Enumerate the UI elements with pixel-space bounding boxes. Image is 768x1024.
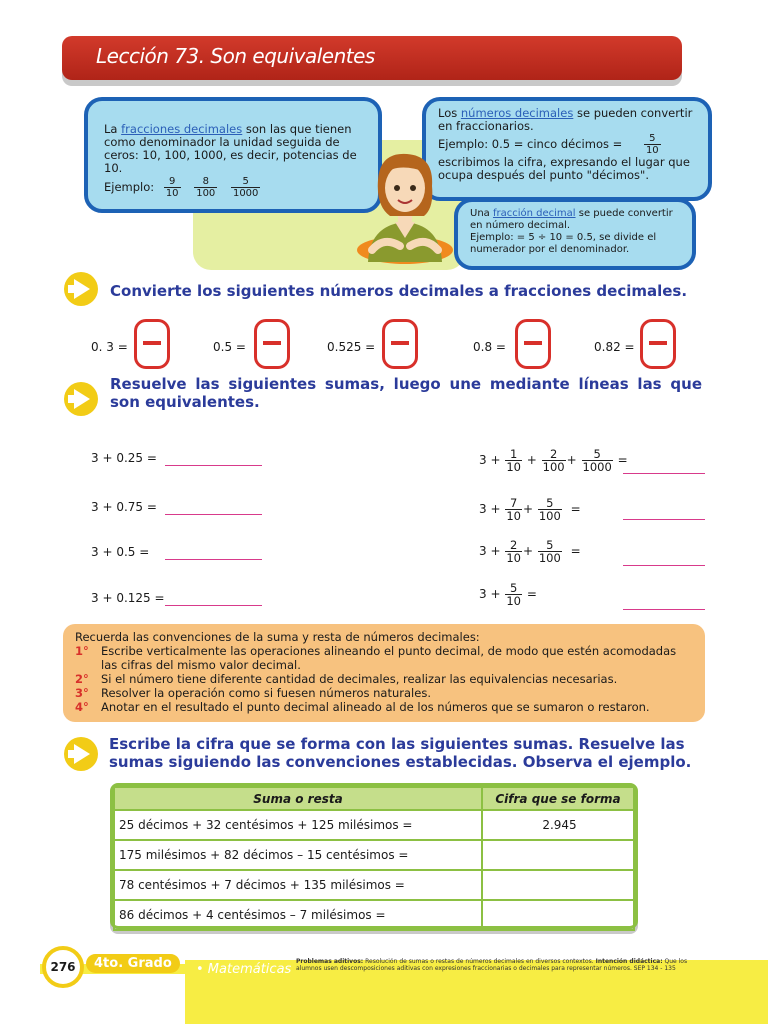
fraction-answer-box[interactable] — [640, 319, 676, 369]
table-row — [114, 870, 634, 900]
bubble1-fraction: $\frac{5}{1000}$ — [232, 176, 259, 199]
table-cell-answer: 2.945 — [482, 810, 634, 840]
table-header-row — [114, 787, 634, 810]
convention-item: 4° Anotar en el resultado el punto decimal alineado al de los números que se sumaron o restaron. — [75, 700, 650, 714]
grade-label: 4to. Grado — [86, 954, 180, 973]
section3-heading: Escribe la cifra que se forma con las siguientes sumas. Resuelve las sumas siguiendo las convenciones establecidas. Observa el ejemplo. — [109, 735, 692, 771]
fraction-answer-box[interactable] — [515, 319, 551, 369]
decimal-label: 0.5 = — [213, 340, 246, 354]
fraction-answer-box[interactable] — [254, 319, 290, 369]
subject-label: • Matemáticas — [196, 962, 292, 977]
page-number: 276 — [42, 946, 84, 988]
bubble1-fraction: $\frac{9}{10}$ — [165, 176, 179, 199]
sum-expression: 3 + 0.125 = — [91, 591, 165, 605]
table-header: Cifra que se forma — [482, 787, 634, 810]
bubble1-pre: La — [104, 122, 122, 136]
decimal-label: 0.8 = — [473, 340, 506, 354]
decimal-label: 0.82 = — [594, 340, 635, 354]
page-title: Lección 73. Son equivalentes — [96, 44, 375, 68]
info-bubble-decimales — [422, 97, 712, 201]
table-cell-answer[interactable] — [482, 870, 634, 900]
decimal-label: 0. 3 = — [91, 340, 128, 354]
fraction-sum-expression: 3 + $\frac{1}{10}$ + $\frac{2}{100}$ + $\frac{5}{1000}$ = — [479, 447, 628, 474]
fraction-sum-expression: 3 + $\frac{2}{10}$ + $\frac{5}{100}$ = — [479, 538, 581, 565]
table-cell-expression: 25 décimos + 32 centésimos + 125 milésimos = — [114, 810, 482, 840]
table-row — [114, 840, 634, 870]
table-cell-expression: 86 décimos + 4 centésimos – 7 milésimos = — [114, 900, 482, 930]
bubble1-fraction: $\frac{8}{100}$ — [196, 176, 216, 199]
bubble1-example-label: Ejemplo: — [104, 180, 155, 194]
table-row — [114, 900, 634, 930]
answer-line[interactable] — [623, 473, 705, 474]
bubble3-example: Ejemplo: = 5 ÷ 10 = 0.5, se divide el numerador por el denominador. — [470, 232, 657, 255]
table-cell-expression: 175 milésimos + 82 décimos – 15 centésimos = — [114, 840, 482, 870]
fraction-answer-box[interactable] — [134, 319, 170, 369]
section2-heading: Resuelve las siguientes sumas, luego une mediante líneas las que son equivalentes. — [110, 375, 702, 411]
fraction-answer-box[interactable] — [382, 319, 418, 369]
answer-line[interactable] — [165, 559, 262, 560]
fraction-sum-expression: 3 + $\frac{7}{10}$ + $\frac{5}{100}$ = — [479, 496, 581, 523]
table-cell-answer[interactable] — [482, 900, 634, 930]
bubble2-post: se pueden convertir en fraccionarios. — [438, 106, 693, 133]
table-header: Suma o resta — [114, 787, 482, 810]
info-bubble-fraccion-decimal — [454, 198, 696, 270]
convention-item: 1° Escribe verticalmente las operaciones alineando el punto decimal, de modo que estén acomodadas las cifras del mismo valor decimal. — [75, 644, 677, 672]
sum-expression: 3 + 0.75 = — [91, 500, 157, 514]
answer-line[interactable] — [623, 565, 705, 566]
convention-item: 2° Si el número tiene diferente cantidad de decimales, realizar las equivalencias necesarias. — [75, 672, 618, 686]
answer-line[interactable] — [623, 609, 705, 610]
table-cell-answer[interactable] — [482, 840, 634, 870]
info-bubble-fracciones — [84, 97, 382, 213]
bubble3-post: se puede convertir en número decimal. — [470, 208, 673, 231]
section-arrow-icon — [64, 737, 98, 771]
convention-item: 3° Resolver la operación como si fuesen números naturales. — [75, 686, 431, 700]
answer-line[interactable] — [165, 605, 262, 606]
table-row — [114, 810, 634, 840]
bubble1-post: son las que tienen como denominador la unidad seguida de ceros: 10, 100, 1000, es decir, potencias de 10. — [104, 122, 357, 175]
bubble2-highlight: números decimales — [460, 106, 574, 120]
bubble3-highlight: fracción decimal — [492, 208, 576, 219]
sum-expression: 3 + 0.25 = — [91, 451, 157, 465]
sum-expression: 3 + 0.5 = — [91, 545, 150, 559]
table-cell-expression: 78 centésimos + 7 décimos + 135 milésimos = — [114, 870, 482, 900]
conventions-box — [63, 624, 705, 722]
footer-note: Problemas aditivos: Resolución de sumas o restas de números decimales en diversos contextos. Intención didáctica: Que los alumnos usen descomposiciones aditivas con expresiones fraccionarias o decimales para representar números. SEP 134 - 135 — [296, 958, 688, 972]
conventions-title: Recuerda las convenciones de la suma y resta de números decimales: — [75, 630, 480, 644]
bubble2-fraction: $\frac{5}{10}$ — [645, 133, 659, 156]
sums-table — [110, 783, 638, 929]
bubble2-line3: escribimos la cifra, expresando el lugar que ocupa después del punto "décimos". — [438, 155, 690, 182]
section-arrow-icon — [64, 272, 98, 306]
answer-line[interactable] — [623, 519, 705, 520]
bubble1-highlight: fracciones decimales — [121, 122, 243, 136]
girl-illustration — [350, 150, 460, 265]
decimal-label: 0.525 = — [327, 340, 376, 354]
bubble2-example: Ejemplo: 0.5 = cinco décimos = — [438, 137, 623, 151]
fraction-sum-expression: 3 + $\frac{5}{10}$ = — [479, 581, 537, 608]
bubble3-pre: Una — [470, 208, 493, 219]
answer-line[interactable] — [165, 465, 262, 466]
bubble2-pre: Los — [438, 106, 461, 120]
section-arrow-icon — [64, 382, 98, 416]
answer-line[interactable] — [165, 514, 262, 515]
section1-heading: Convierte los siguientes números decimales a fracciones decimales. — [110, 282, 688, 300]
